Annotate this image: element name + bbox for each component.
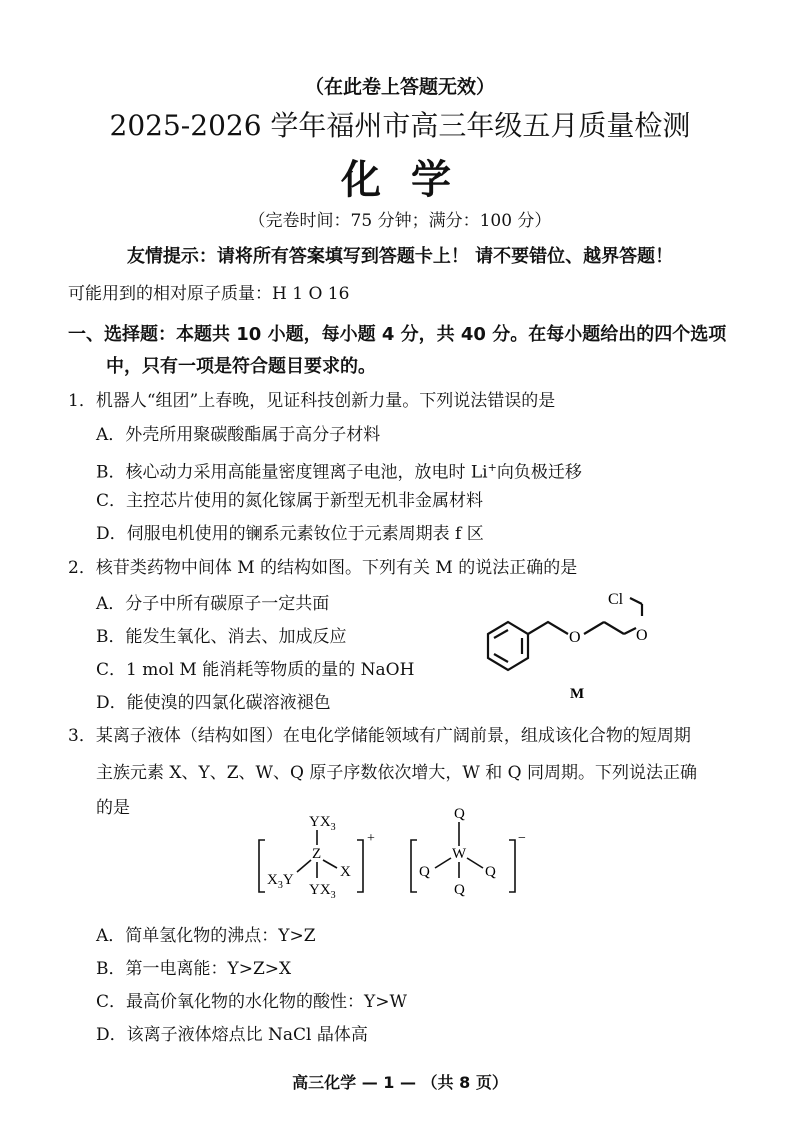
cation-top-group: $YX_3$ (309, 814, 336, 833)
cation-charge: + (367, 831, 375, 846)
anion-bottom-q: Q (454, 882, 465, 898)
molecule-label: M (570, 686, 585, 702)
page-footer: 高三化学 — 1 — （共 8 页） (292, 1073, 508, 1092)
q3-option-c: C．最高价氧化物的水化物的酸性：Y>W (96, 992, 407, 1012)
exam-title: 2025-2026 学年福州市高三年级五月质量检测 (109, 109, 691, 142)
anion-left-q: Q (419, 864, 430, 880)
section1-heading: 一、选择题：本题共 10 小题，每小题 4 分，共 40 分。在每小题给出的四个选项 (68, 324, 727, 345)
q3-stem-line1: 3．某离子液体（结构如图）在电化学储能领域有广阔前景，组成该化合物的短周期 (68, 726, 691, 746)
q2-option-a: A．分子中所有碳原子一定共面 (96, 594, 330, 614)
q1-stem: 1．机器人“组团”上春晚，见证科技创新力量。下列说法错误的是 (68, 391, 556, 411)
cation-bottom-group: $YX_3$ (309, 882, 336, 901)
q3-stem-line3: 的是 (96, 798, 130, 818)
q1-option-c: C．主控芯片使用的氮化镓属于新型无机非金属材料 (96, 491, 484, 511)
anion-center-w: W (452, 846, 467, 862)
q3-stem-line2: 主族元素 X、Y、Z、W、Q 原子序数依次增大，W 和 Q 同周期。下列说法正确 (96, 763, 697, 783)
cation-center-z: Z (312, 846, 322, 862)
q3-option-d: D．该离子液体熔点比 NaCl 晶体高 (96, 1025, 368, 1045)
q3-option-a: A．简单氢化物的沸点：Y>Z (96, 926, 316, 946)
exam-time-info: （完卷时间：75 分钟；满分：100 分） (248, 211, 552, 231)
cation-right-x: X (340, 864, 351, 880)
q1-option-b: B．核心动力采用高能量密度锂离子电池，放电时 Li+向负极迁移 (96, 461, 582, 483)
anion-charge: − (518, 831, 526, 846)
anion-right-q: Q (485, 864, 496, 880)
cation-left-group: $X_3Y$ (267, 872, 294, 891)
q1-option-a: A．外壳所用聚碳酸酯属于高分子材料 (96, 425, 381, 445)
section1-heading-cont: 中，只有一项是符合题目要求的。 (106, 356, 376, 377)
subject-title: 化 学 (341, 156, 459, 203)
q2-stem: 2．核苷类药物中间体 M 的结构如图。下列有关 M 的说法正确的是 (68, 558, 578, 578)
molecule-m-structure (470, 590, 700, 710)
q2-option-b: B．能发生氧化、消去、加成反应 (96, 627, 347, 647)
atomic-mass-info: 可能用到的相对原子质量：H 1 O 16 (68, 284, 350, 304)
ionic-liquid-structure (245, 800, 545, 910)
invalid-answer-notice: （在此卷上答题无效） (304, 76, 495, 98)
chlorine-atom: Cl (608, 591, 624, 608)
q3-option-b: B．第一电离能：Y>Z>X (96, 959, 292, 979)
q1-option-d: D．伺服电机使用的镧系元素钕位于元素周期表 f 区 (96, 524, 484, 544)
q2-option-c: C．1 mol M 能消耗等物质的量的 NaOH (96, 660, 415, 680)
anion-top-q: Q (454, 806, 465, 822)
oxygen-atom-2: O (636, 627, 648, 644)
friendly-tip: 友情提示：请将所有答案填写到答题卡上！ 请不要错位、越界答题！ (126, 246, 674, 267)
oxygen-atom-1: O (569, 629, 581, 646)
q2-option-d: D．能使溴的四氯化碳溶液褪色 (96, 693, 331, 713)
